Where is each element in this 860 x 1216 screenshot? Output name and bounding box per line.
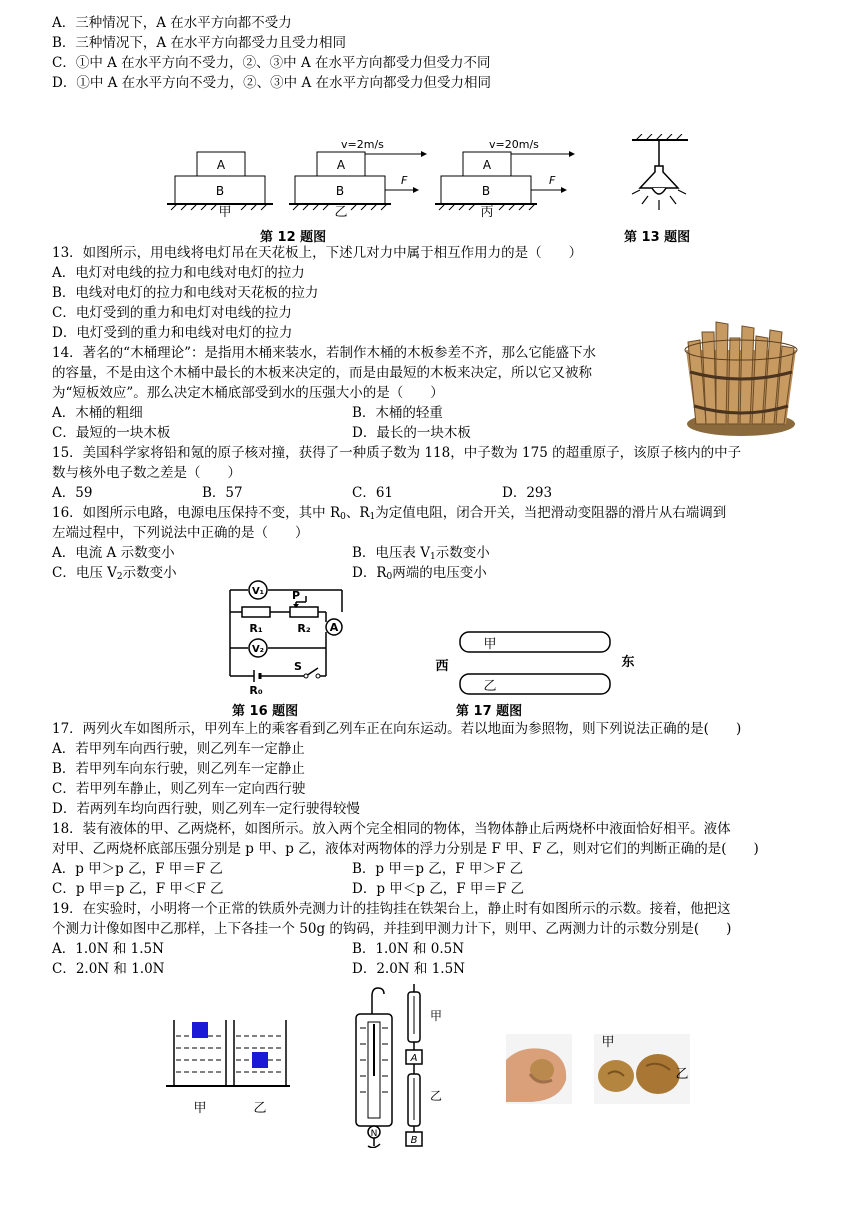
- fig19-hook-a: A: [410, 1053, 418, 1064]
- fig12-force-2: F: [401, 174, 408, 187]
- fig19-spring-scales-diagram: [340, 984, 460, 1148]
- fig12-block-a-1: A: [216, 158, 226, 172]
- q13-option-d: D．电灯受到的重力和电线对电灯的拉力: [52, 325, 293, 341]
- fig16-r2-label: R₂: [297, 622, 311, 635]
- fig17-train-jia: 甲: [483, 637, 497, 652]
- q17-option-d: D．若两列车均向西行驶，则乙列车一定行驶得较慢: [52, 801, 360, 817]
- q16-stem-line1: 16．如图所示电路，电源电压保持不变，其中 $R_0$、$R_1$为定值电阻，闭合开关，当把滑动变阻器的滑片从右端调到: [52, 505, 727, 522]
- walnut-photo: [506, 1030, 690, 1106]
- q11-option-c: C．①中 A 在水平方向不受力，②、③中 A 在水平方向都受力但受力不同: [52, 55, 491, 71]
- fig19-label-yi: 乙: [429, 1089, 443, 1103]
- q15-option-d: D．293: [502, 485, 553, 501]
- fig19-label-jia: 甲: [429, 1009, 443, 1023]
- fig17-train-yi: 乙: [483, 679, 497, 694]
- fig12-block-b-2: B: [335, 184, 345, 198]
- q19-option-d: D．2.0N 和 1.5N: [352, 961, 465, 977]
- q16-option-c: C．电压 $V_2$示数变小: [52, 565, 177, 582]
- q17-option-c: C．若甲列车静止，则乙列车一定向西行驶: [52, 781, 306, 797]
- q13-stem: 13．如图所示，用电线将电灯吊在天花板上，下述几对力中属于相互作用力的是（ ）: [52, 245, 583, 261]
- fig12-label-jia: 甲: [218, 205, 232, 220]
- q14-stem-line1: 14．著名的“木桶理论”：是指用木桶来装水，若制作木桶的木板参差不齐，那么它能盛下水: [52, 345, 596, 361]
- q18-stem-line1: 18．装有液体的甲、乙两烧杯，如图所示。放入两个完全相同的物体，当物体静止后两烧杯中液面恰好相平。液体: [52, 821, 731, 837]
- fig16-r1-label: R₁: [249, 622, 263, 635]
- fig12-diagram: [165, 136, 585, 226]
- q13-option-c: C．电灯受到的重力和电灯对电线的拉力: [52, 305, 292, 321]
- fig16-ammeter-label: A: [329, 621, 339, 634]
- fig18-beakers-diagram: [162, 1014, 292, 1116]
- fig12-caption: 第 12 题图: [260, 230, 327, 245]
- fig13-lamp-diagram: [626, 134, 692, 224]
- q16-option-a: A．电流 A 示数变小: [52, 545, 175, 561]
- q17-option-b: B．若甲列车向东行驶，则乙列车一定静止: [52, 761, 305, 777]
- q11-option-d: D．①中 A 在水平方向不受力，②、③中 A 在水平方向都受力但受力相同: [52, 75, 491, 91]
- q11-option-b: B．三种情况下，A 在水平方向都受力且受力相同: [52, 35, 346, 51]
- q19-stem-line2: 个测力计像如图中乙那样，上下各挂一个 50g 的钩码，并挂到甲测力计下，则甲、乙两测力计的示数分别是( ): [52, 921, 732, 937]
- q13-option-a: A．电灯对电线的拉力和电线对电灯的拉力: [52, 265, 305, 281]
- q17-stem: 17．两列火车如图所示，甲列车上的乘客看到乙列车正在向东运动。若以地面为参照物，则下列说法正确的是( ): [52, 721, 742, 737]
- q15-option-a: A．59: [52, 485, 93, 501]
- fig18-label-yi: 乙: [253, 1101, 267, 1116]
- fig12-label-yi: 乙: [334, 205, 348, 220]
- fig17-trains-diagram: [432, 626, 642, 704]
- q19-option-a: A．1.0N 和 1.5N: [52, 941, 164, 957]
- q14-option-a: A．木桶的粗细: [52, 405, 143, 421]
- walnut-label-jia: 甲: [601, 1035, 615, 1050]
- fig12-velocity-20: v=20m/s: [489, 138, 539, 151]
- fig18-label-jia: 甲: [193, 1101, 207, 1116]
- q15-stem-line1: 15．美国科学家将铅和氪的原子核对撞，获得了一种质子数为 118，中子数为 175 的超重原子，该原子核内的中子: [52, 445, 742, 461]
- fig16-r0-label: R₀: [249, 684, 263, 697]
- fig16-voltmeter-v1-label: V₁: [251, 586, 265, 597]
- q14-stem-line3: 为“短板效应”。那么决定木桶底部受到水的压强大小的是（ ）: [52, 385, 444, 401]
- fig16-circuit-diagram: [222, 580, 358, 698]
- q18-option-a: A．p 甲＞p 乙，F 甲＝F 乙: [52, 861, 223, 877]
- fig12-block-b-3: B: [481, 184, 491, 198]
- fig16-caption: 第 16 题图: [232, 704, 299, 719]
- q19-stem-line1: 19．在实验时，小明将一个正常的铁质外壳测力计的挂钩挂在铁架台上，静止时有如图所示的示数。接着，他把这: [52, 901, 731, 917]
- q15-option-c: C．61: [352, 485, 394, 501]
- fig19-unit-n: N: [370, 1129, 378, 1139]
- q15-stem-line2: 数与核外电子数之差是（ ）: [52, 465, 241, 481]
- fig17-caption: 第 17 题图: [456, 704, 523, 719]
- q14-stem-line2: 的容量，不是由这个木桶中最长的木板来决定的，而是由最短的木板来决定，所以它又被称: [52, 365, 592, 381]
- wooden-bucket-image: [676, 320, 806, 438]
- q11-option-a: A．三种情况下，A 在水平方向都不受力: [52, 15, 292, 31]
- q18-option-d: D．p 甲＜p 乙，F 甲＝F 乙: [352, 881, 525, 897]
- fig16-switch-label: S: [294, 660, 302, 673]
- q16-option-b: B．电压表 $V_1$示数变小: [352, 545, 490, 562]
- fig17-east-label: 东: [621, 655, 635, 670]
- fig16-slider-p-label: P: [291, 589, 301, 602]
- q13-option-b: B．电线对电灯的拉力和电线对天花板的拉力: [52, 285, 319, 301]
- q19-option-c: C．2.0N 和 1.0N: [52, 961, 165, 977]
- fig19-hook-b: B: [410, 1135, 418, 1146]
- fig12-block-a-2: A: [336, 158, 346, 172]
- q18-option-b: B．p 甲＝p 乙，F 甲＞F 乙: [352, 861, 524, 877]
- walnut-label-yi: 乙: [675, 1067, 689, 1082]
- q17-option-a: A．若甲列车向西行驶，则乙列车一定静止: [52, 741, 305, 757]
- q16-stem-line2: 左端过程中，下列说法中正确的是（ ）: [52, 525, 309, 541]
- q18-stem-line2: 对甲、乙两烧杯底部压强分别是 p 甲、p 乙，液体对两物体的浮力分别是 F 甲、F 乙，则对它们的判断正确的是( ): [52, 841, 759, 857]
- q15-option-b: B．57: [202, 485, 243, 501]
- q18-option-c: C．p 甲＝p 乙，F 甲＜F 乙: [52, 881, 224, 897]
- fig17-west-label: 西: [435, 659, 449, 674]
- q14-option-c: C．最短的一块木板: [52, 425, 171, 441]
- q14-option-b: B．木桶的轻重: [352, 405, 443, 421]
- fig16-voltmeter-v2-label: V₂: [251, 644, 265, 655]
- fig12-force-3: F: [549, 174, 556, 187]
- fig12-block-b-1: B: [215, 184, 225, 198]
- fig12-velocity-2: v=2m/s: [341, 138, 384, 151]
- q19-option-b: B．1.0N 和 0.5N: [352, 941, 465, 957]
- q14-option-d: D．最长的一块木板: [352, 425, 471, 441]
- fig13-caption: 第 13 题图: [624, 230, 691, 245]
- q16-option-d: D．$R_0$两端的电压变小: [352, 565, 487, 582]
- fig12-block-a-3: A: [482, 158, 492, 172]
- fig12-label-bing: 丙: [480, 205, 494, 220]
